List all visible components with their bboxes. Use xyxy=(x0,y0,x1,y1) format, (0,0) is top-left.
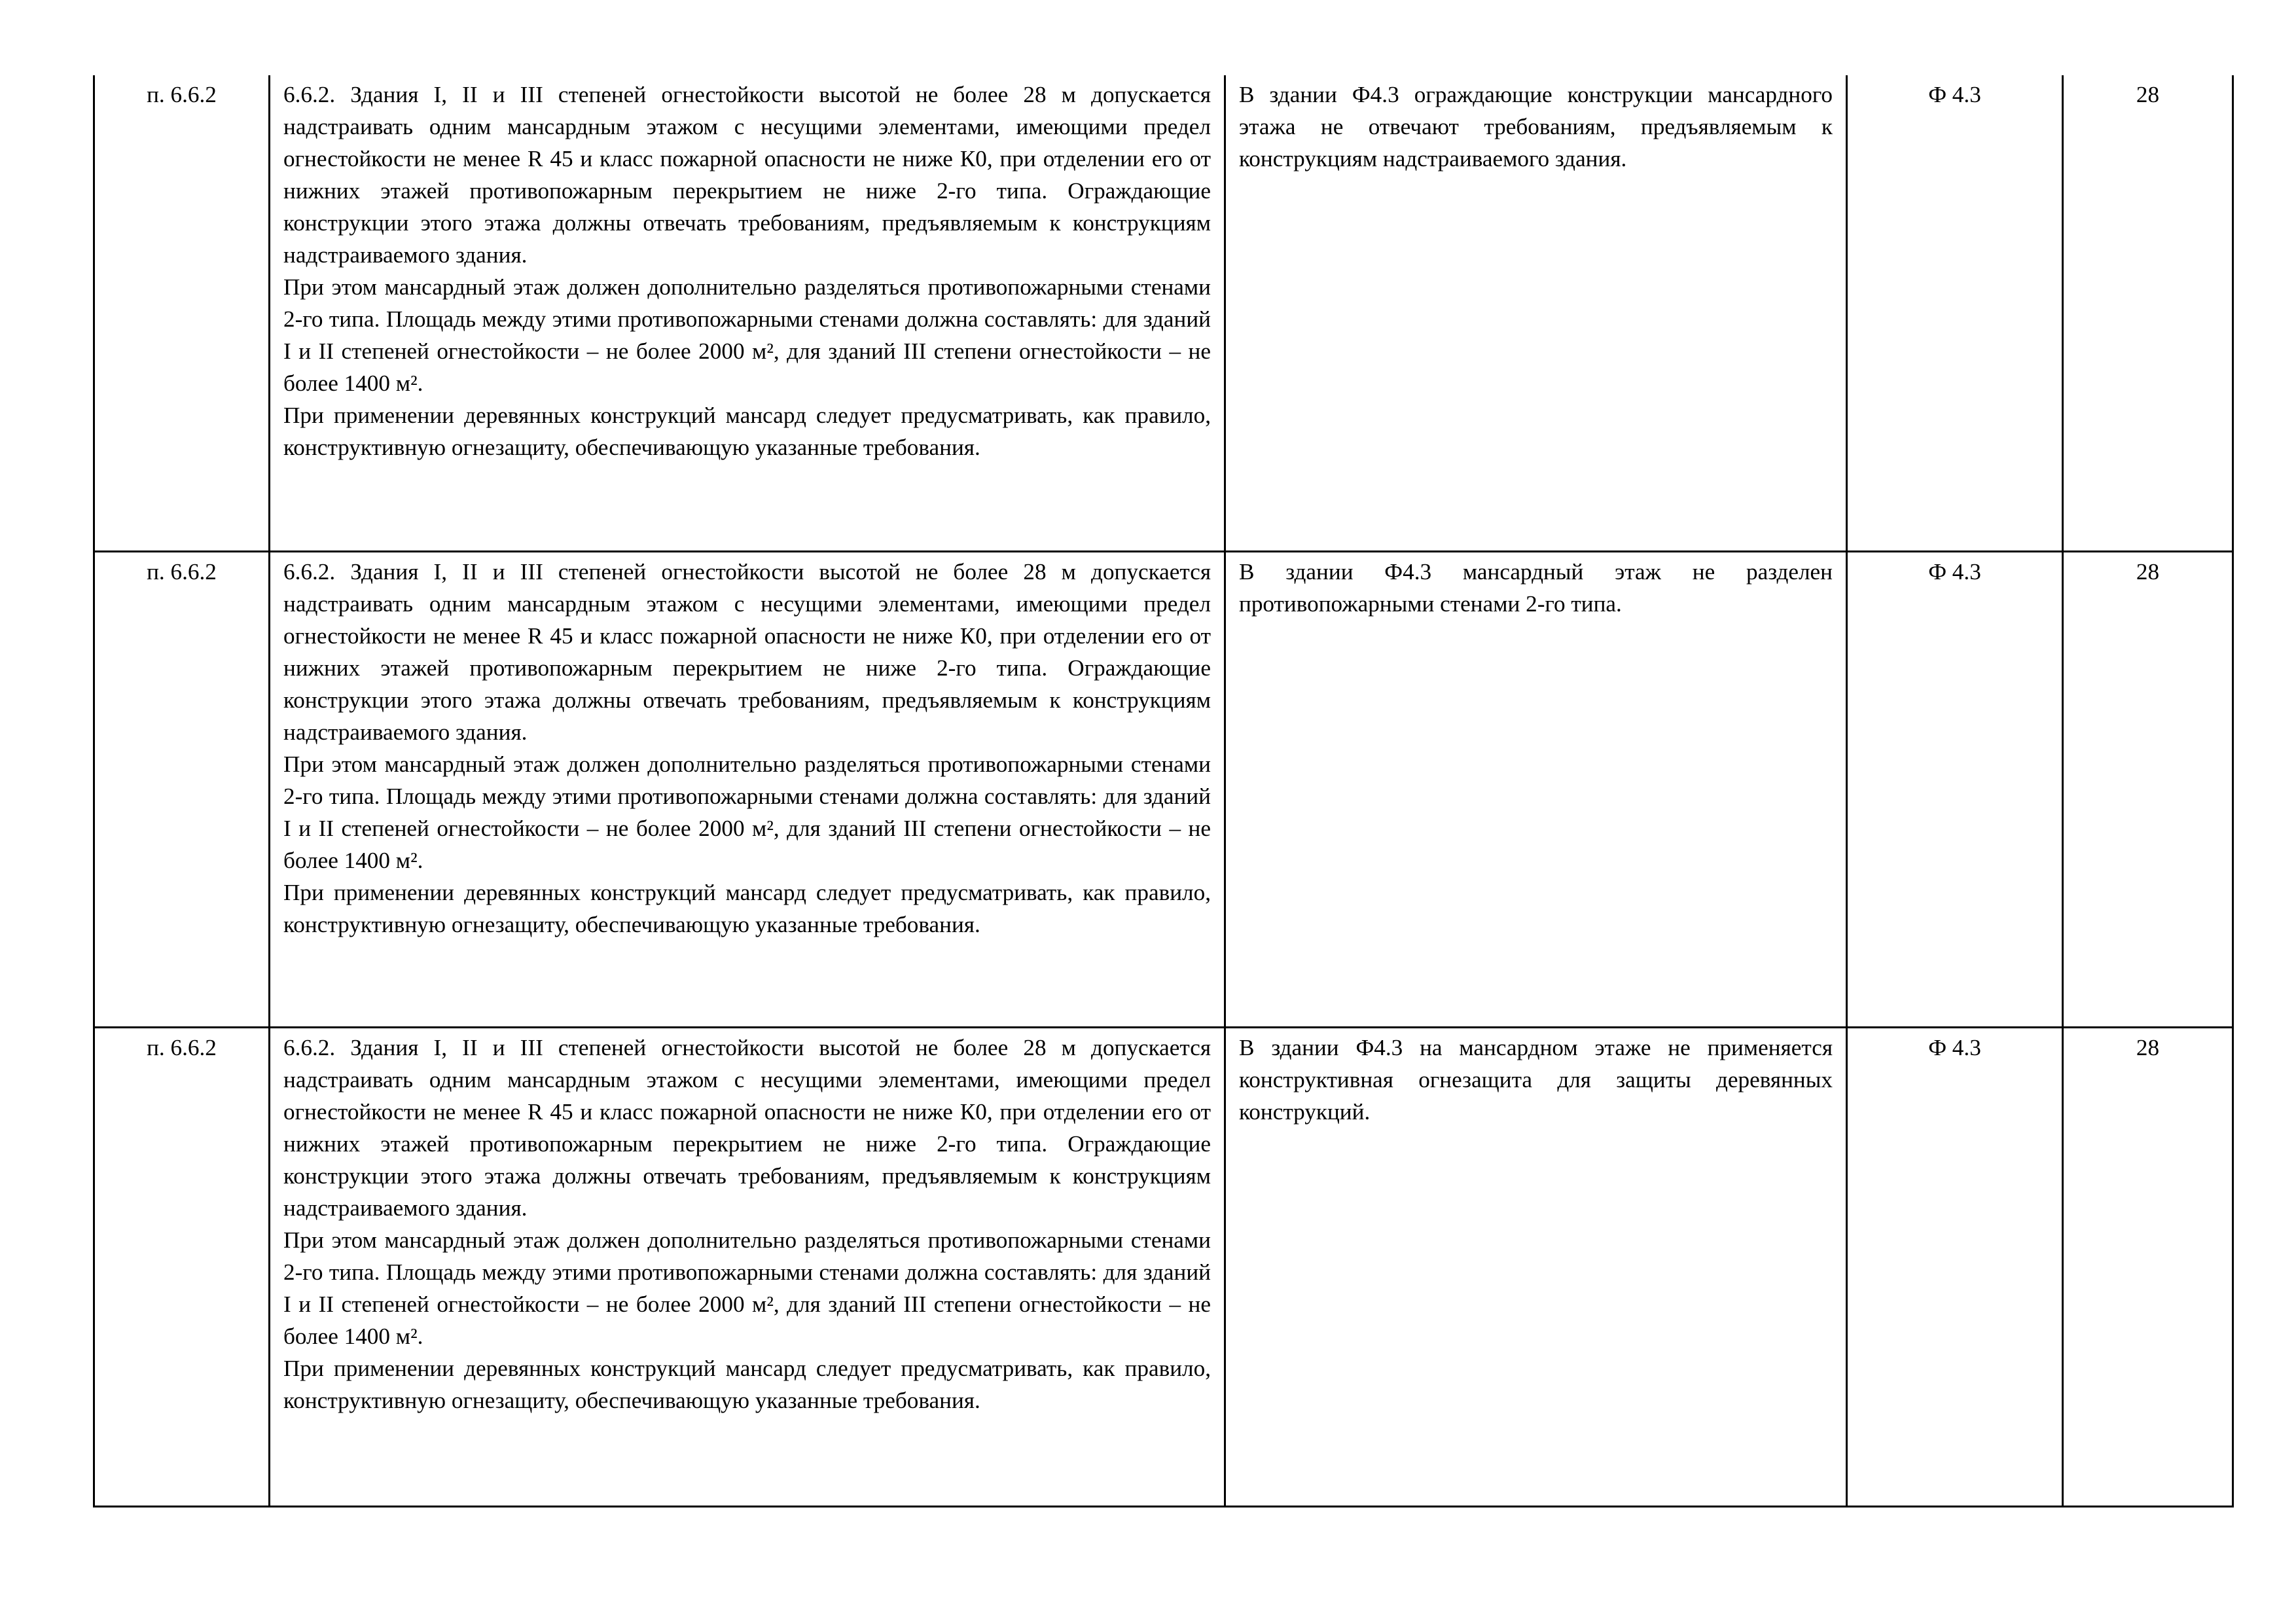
requirement-paragraph: При этом мансардный этаж должен дополнительно разделяться противопожарными стенами 2-го типа. Площадь между этими противопожарными стенами должна составлять: для зданий I и II степеней огнестойкости – не более 2000 м², для зданий III степени огнестойкости – не более 1400 м². xyxy=(283,1227,1211,1349)
requirement-paragraph: При применении деревянных конструкций мансард следует предусматривать, как правило, конструктивную огнезащиту, обеспечивающую указанные требования. xyxy=(283,1355,1211,1413)
table-row xyxy=(94,1027,2233,1506)
requirement-paragraph: При этом мансардный этаж должен дополнительно разделяться противопожарными стенами 2-го типа. Площадь между этими противопожарными стенами должна составлять: для зданий I и II степеней огнестойкости – не более 2000 м², для зданий III степени огнестойкости – не более 1400 м². xyxy=(283,274,1211,396)
requirement-paragraph: 6.6.2. Здания I, II и III степеней огнестойкости высотой не более 28 м допускается надстраивать одним мансардным этажом с несущими элементами, имеющими предел огнестойкости не менее R 45 и класс пожарной опасности не ниже К0, при отделении его от нижних этажей противопожарным перекрытием не ниже 2-го типа. Ограждающие конструкции этого этажа должны отвечать требованиям, предъявляемым к конструкциям надстраиваемого здания. xyxy=(283,82,1211,268)
requirement-paragraph: При применении деревянных конструкций мансард следует предусматривать, как правило, конструктивную огнезащиту, обеспечивающую указанные требования. xyxy=(283,879,1211,937)
violations-table xyxy=(93,75,2234,1507)
clause-cell: п. 6.6.2 xyxy=(94,75,270,551)
clause-cell: п. 6.6.2 xyxy=(94,551,270,1027)
class-cell: Ф 4.3 xyxy=(1847,551,2063,1027)
requirement-paragraph: При применении деревянных конструкций мансард следует предусматривать, как правило, конструктивную огнезащиту, обеспечивающую указанные требования. xyxy=(283,403,1211,460)
requirement-cell xyxy=(270,551,1225,1027)
requirement-paragraph: При этом мансардный этаж должен дополнительно разделяться противопожарными стенами 2-го типа. Площадь между этими противопожарными стенами должна составлять: для зданий I и II степеней огнестойкости – не более 2000 м², для зданий III степени огнестойкости – не более 1400 м². xyxy=(283,751,1211,873)
table-row xyxy=(94,75,2233,551)
requirement-paragraph: 6.6.2. Здания I, II и III степеней огнестойкости высотой не более 28 м допускается надстраивать одним мансардным этажом с несущими элементами, имеющими предел огнестойкости не менее R 45 и класс пожарной опасности не ниже К0, при отделении его от нижних этажей противопожарным перекрытием не ниже 2-го типа. Ограждающие конструкции этого этажа должны отвечать требованиям, предъявляемым к конструкциям надстраиваемого здания. xyxy=(283,1034,1211,1221)
class-cell: Ф 4.3 xyxy=(1847,1027,2063,1506)
clause-cell: п. 6.6.2 xyxy=(94,1027,270,1506)
table-row xyxy=(94,551,2233,1027)
requirement-cell xyxy=(270,75,1225,551)
violation-cell: В здании Ф4.3 на мансардном этаже не применяется конструктивная огнезащита для защиты деревянных конструкций. xyxy=(1225,1027,1847,1506)
table-container xyxy=(93,75,2232,1507)
violation-cell: В здании Ф4.3 ограждающие конструкции мансардного этажа не отвечают требованиям, предъявляемым к конструкциям надстраиваемого здания. xyxy=(1225,75,1847,551)
requirement-paragraph: 6.6.2. Здания I, II и III степеней огнестойкости высотой не более 28 м допускается надстраивать одним мансардным этажом с несущими элементами, имеющими предел огнестойкости не менее R 45 и класс пожарной опасности не ниже К0, при отделении его от нижних этажей противопожарным перекрытием не ниже 2-го типа. Ограждающие конструкции этого этажа должны отвечать требованиям, предъявляемым к конструкциям надстраиваемого здания. xyxy=(283,558,1211,745)
height-cell: 28 xyxy=(2063,1027,2233,1506)
violation-cell: В здании Ф4.3 мансардный этаж не разделен противопожарными стенами 2-го типа. xyxy=(1225,551,1847,1027)
class-cell: Ф 4.3 xyxy=(1847,75,2063,551)
height-cell: 28 xyxy=(2063,75,2233,551)
height-cell: 28 xyxy=(2063,551,2233,1027)
requirement-cell xyxy=(270,1027,1225,1506)
